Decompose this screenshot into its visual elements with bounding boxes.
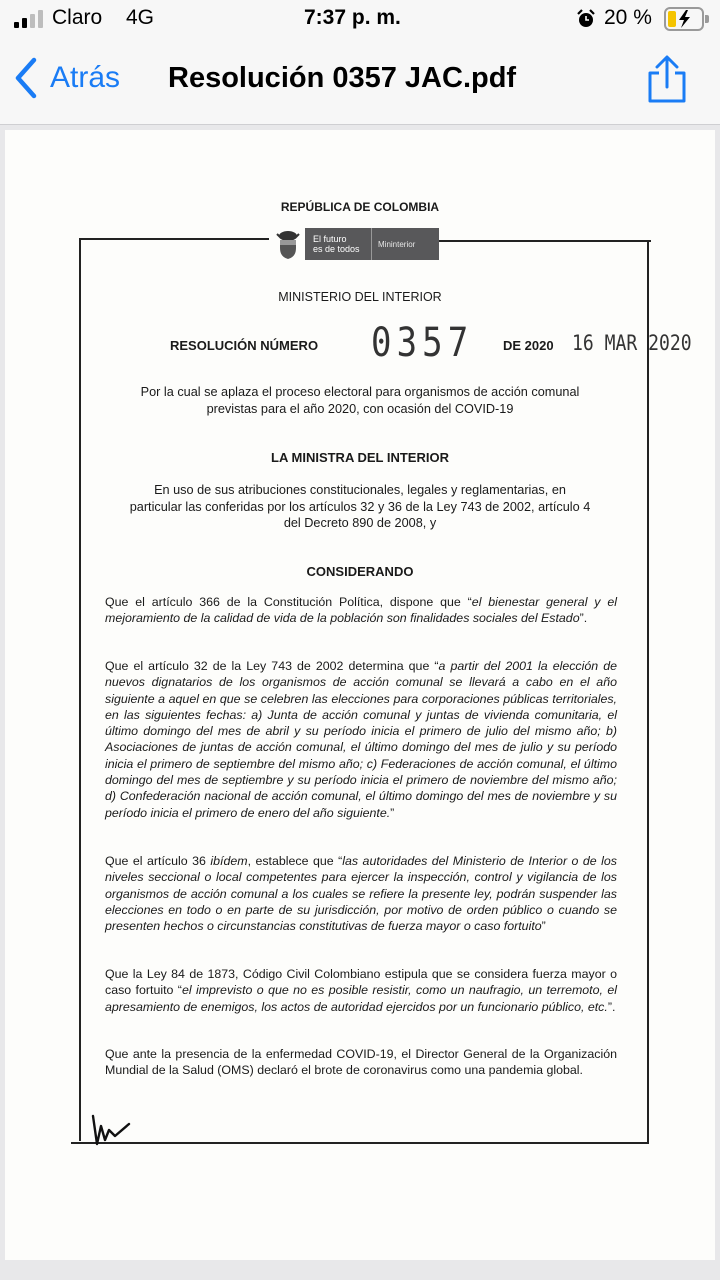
date-stamp: 16 MAR 2020 xyxy=(572,331,692,355)
navigation-bar xyxy=(0,40,720,125)
frame-line xyxy=(71,1142,649,1144)
pdf-page xyxy=(5,130,715,1260)
government-logo xyxy=(269,226,439,262)
logo-slogan-line: El futuro xyxy=(313,234,347,244)
considering-heading: CONSIDERANDO xyxy=(306,564,414,579)
considering-paragraph-2: Que el artículo 32 de la Ley 743 de 2002 determina que “a partir del 2001 la elección de nuevos dignatarios de los organismos de acción comunal se llevará a cabo en el año siguiente a aquel en que se celebren las elecciones para corporaciones públicas territoriales, en las siguientes fechas: a) Junta de acción comunal y juntas de vivienda comunitaria, el último domingo del mes de abril y su período inicia el primero de julio del mismo año; b) Asociaciones de juntas de acción comunal, el último domingo del mes de julio y su período inicia el primero de septiembre del mismo año; c) Federaciones de acción comunal, el último domingo del mes de septiembre y su período inicia el primero de noviembre del mismo año; d) Confederación nacional de acción comunal, el último domingo del mes de noviembre y su período inicia el primero de enero del año siguiente.” xyxy=(105,659,617,820)
logo-slogan-line: es de todos xyxy=(313,244,360,254)
pdf-viewer[interactable] xyxy=(0,125,720,1280)
republic-heading: REPÚBLICA DE COLOMBIA xyxy=(280,200,440,214)
considering-paragraph-5: Que ante la presencia de la enfermedad COVID-19, el Director General de la Organización Mundial de la Salud (OMS) declaró el brote de coronavirus como una pandemia global. xyxy=(105,1047,617,1078)
back-label: Atrás xyxy=(50,61,121,94)
powers-line: del Decreto 890 de 2008, y xyxy=(283,516,437,530)
logo-ministry: Mininterior xyxy=(371,228,439,260)
considering-paragraph-4: Que la Ley 84 de 1873, Código Civil Colombiano estipula que se considera fuerza mayor o caso fortuito “el imprevisto o que no es posible resistir, como un naufragio, un terremoto, el apresamiento de enemigos, los actos de autoridad ejercidos por un funcionario público, etc.”. xyxy=(105,967,617,1014)
clock: 7:37 p. m. xyxy=(304,6,401,29)
battery-percent: 20 % xyxy=(604,6,652,29)
logo-banner xyxy=(305,228,439,260)
chevron-left-icon xyxy=(14,56,40,100)
share-icon xyxy=(646,55,688,103)
battery-charging-icon xyxy=(664,7,710,31)
year-label: DE 2020 xyxy=(503,338,554,353)
frame-line xyxy=(79,238,81,1141)
powers-paragraph xyxy=(5,482,715,532)
minister-title: LA MINISTRA DEL INTERIOR xyxy=(271,450,449,465)
considering-paragraph-1: Que el artículo 366 de la Constitución Política, dispone que “el bienestar general y el mejoramiento de la calidad de vida de la población son finalidades sociales del Estado”. xyxy=(105,595,617,626)
powers-line: En uso de sus atribuciones constitucionales, legales y reglamentarias, en xyxy=(154,483,566,497)
alarm-icon xyxy=(576,9,596,29)
carrier-label: Claro xyxy=(52,6,103,29)
frame-line xyxy=(647,240,649,1143)
signature-initials xyxy=(89,1114,133,1150)
frame-line xyxy=(79,238,269,240)
document-title: Resolución 0357 JAC.pdf xyxy=(168,62,517,94)
ministry-heading: MINISTERIO DEL INTERIOR xyxy=(278,290,442,304)
frame-line xyxy=(437,240,651,242)
resolution-number: 0357 xyxy=(371,320,474,366)
status-bar xyxy=(0,0,720,40)
coat-of-arms-icon xyxy=(275,228,301,260)
share-button[interactable] xyxy=(646,55,688,108)
logo-slogan xyxy=(305,228,371,260)
resolution-subject xyxy=(5,384,715,417)
subject-line: previstas para el año 2020, con ocasión del COVID-19 xyxy=(206,401,514,416)
subject-line: Por la cual se aplaza el proceso electoral para organismos de acción comunal xyxy=(140,385,580,399)
back-button[interactable] xyxy=(14,56,120,100)
network-type-label: 4G xyxy=(126,6,155,29)
considering-paragraph-3: Que el artículo 36 ibídem, establece que “las autoridades del Ministerio de Interior o de los niveles seccional o local competentes para ejercer la inspección, control y vigilancia de los organismos de acción comunal a los cuales se refiere la presente ley, podrán suspender las elecciones en todo o en parte de su jurisdicción, por motivo de orden público o cuando se presenten hechos o circunstancias constitutivas de fuerza mayor o caso fortuito” xyxy=(105,854,617,934)
signal-strength-icon xyxy=(14,10,48,28)
powers-line: particular las conferidas por los artículos 32 y 36 de la Ley 743 de 2002, artículo 4 xyxy=(129,499,591,514)
resolution-label: RESOLUCIÓN NÚMERO xyxy=(170,338,319,353)
